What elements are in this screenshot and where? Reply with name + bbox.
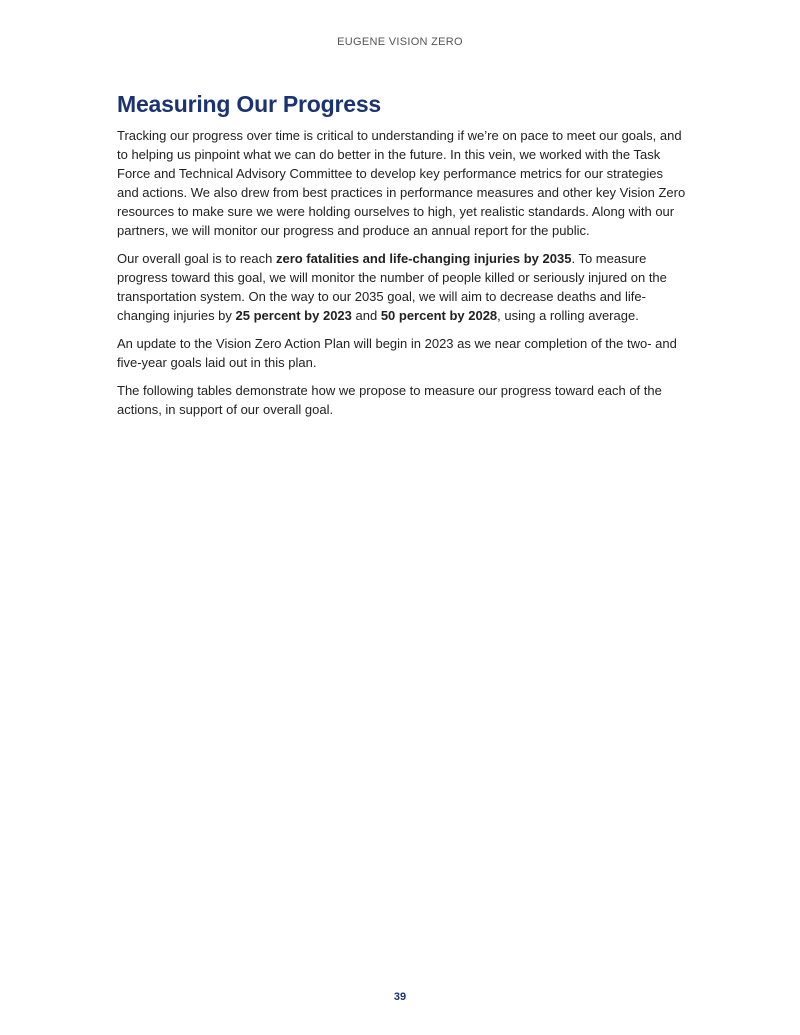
update-paragraph: An update to the Vision Zero Action Plan will begin in 2023 as we near completion of the two- and five-year goals laid out in this plan. xyxy=(117,336,677,370)
page-number: 39 xyxy=(393,991,407,1003)
goal-highlight-2028: 50 percent by 2028 xyxy=(380,308,498,323)
goal-paragraph xyxy=(117,249,687,325)
goal-text-1: Our overall goal is to reach xyxy=(117,251,276,266)
running-header: EUGENE VISION ZERO xyxy=(337,36,463,48)
page-title: Measuring Our Progress xyxy=(117,91,382,117)
goal-text-3: and xyxy=(351,308,381,323)
goal-text-2: . To measure progress toward this goal, we will monitor the number of people killed or seriously injured on the transportation system. On the way to our 2035 goal, we will aim to decrease deaths and life-changing injuries by xyxy=(117,251,667,323)
goal-text-4: , using a rolling average. xyxy=(497,308,639,323)
goal-highlight-2035: zero fatalities and life-changing injuries by 2035 xyxy=(275,251,572,266)
intro-paragraph: Tracking our progress over time is critical to understanding if we’re on pace to meet our goals, and to helping us pinpoint what we can do better in the future. In this vein, we worked with the Task Force and Technical Advisory Committee to develop key performance metrics for our strategies and actions. We also drew from best practices in performance measures and other key Vision Zero resources to make sure we were holding ourselves to high, yet realistic standards. Along with our partners, we will monitor our progress and produce an annual report for the public. xyxy=(117,128,686,238)
main-content xyxy=(117,88,687,428)
goal-highlight-2023: 25 percent by 2023 xyxy=(235,308,352,323)
tables-intro-paragraph: The following tables demonstrate how we propose to measure our progress toward each of the actions, in support of our overall goal. xyxy=(117,383,662,417)
